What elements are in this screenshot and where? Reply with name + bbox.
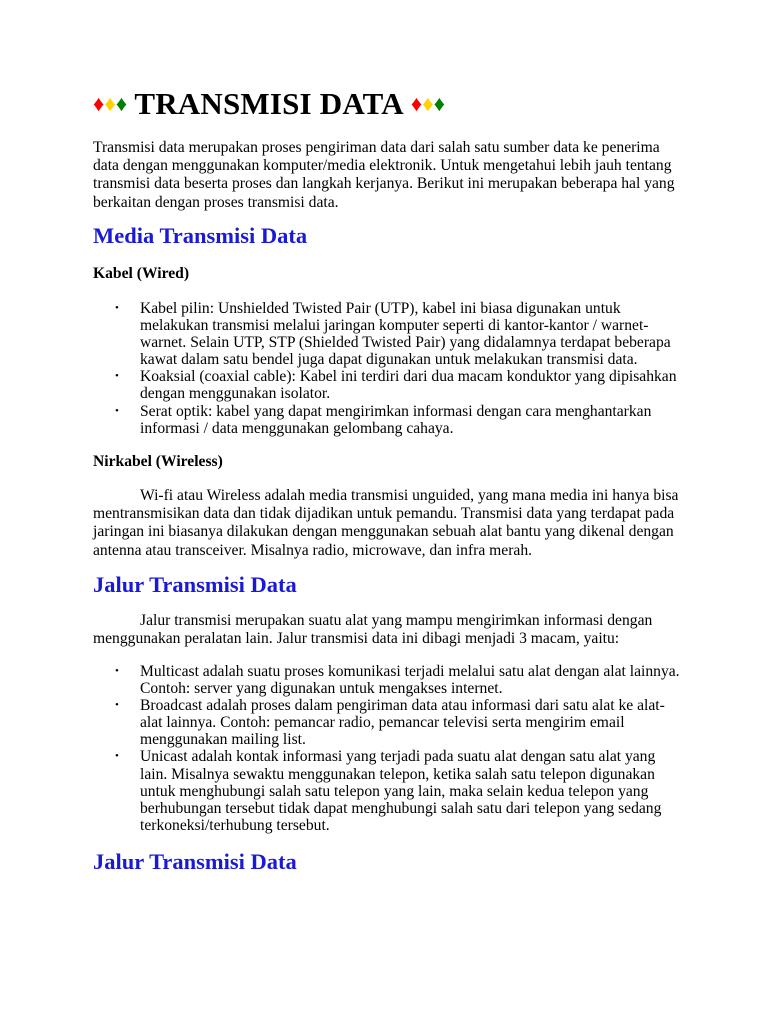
document-title xyxy=(93,84,445,127)
bullet-icon: • xyxy=(115,665,119,677)
list-item xyxy=(93,300,683,368)
list-item xyxy=(93,368,683,402)
list-item-text: Koaksial (coaxial cable): Kabel ini terdiri dari dua macam konduktor yang dipisahkan dengan menggunakan isolator. xyxy=(140,368,677,403)
jalur-paragraph: Jalur transmisi merupakan suatu alat yang mampu mengirimkan informasi dengan menggunakan peralatan lain. Jalur transmisi data ini dibagi menjadi 3 macam, yaitu: xyxy=(93,612,653,648)
bullet-icon: • xyxy=(115,302,119,314)
list-item-text: Kabel pilin: Unshielded Twisted Pair (UTP), kabel ini biasa digunakan untuk melakukan transmisi melalui jaringan komputer seperti di kantor-kantor / warnet-warnet. Selain UTP, STP (Shielded Twisted Pair) yang didalamnya terdapat beberapa kawat dalam satu bendel juga dapat digunakan untuk melakukan transmisi data. xyxy=(140,300,671,369)
section-heading-jalur-2: Jalur Transmisi Data xyxy=(93,849,297,874)
yellow-diamond-icon: ♦ xyxy=(104,91,116,116)
list-item-text: Serat optik: kabel yang dapat mengirimkan informasi dengan cara menghantarkan informasi / data menggunakan gelombang cahaya. xyxy=(140,402,652,437)
green-diamond-icon: ♦ xyxy=(115,91,128,116)
intro-paragraph: Transmisi data merupakan proses pengiriman data dari salah satu sumber data ke penerima data dengan menggunakan komputer/media elektronik. Untuk mengetahui lebih jauh tentang transmisi data beserta proses dan langkah kerjanya. Berikut ini merupakan beberapa hal yang berkaitan dengan proses transmisi data. xyxy=(93,139,675,211)
jalur-list xyxy=(93,663,683,834)
wireless-paragraph: Wi-fi atau Wireless adalah media transmisi unguided, yang mana media ini hanya bisa mentransmisikan data dan tidak dijadikan untuk pemandu. Transmisi data yang terdapat pada jaringan ini biasanya dilakukan dengan menggunakan sebuah alat bantu yang dikenal dengan antenna atau transceiver. Misalnya radio, microwave, dan infra merah. xyxy=(93,487,679,559)
list-item xyxy=(93,697,683,748)
subheading-wireless: Nirkabel (Wireless) xyxy=(93,453,223,470)
section-heading-jalur: Jalur Transmisi Data xyxy=(93,572,297,597)
list-item-text: Unicast adalah kontak informasi yang terjadi pada suatu alat dengan satu alat yang lain. Misalnya sewaktu menggunakan telepon, ketika salah satu telepon digunakan untuk menghubungi salah satu telepon yang lain, maka selain kedua telepon yang berhubungan tersebut tidak dapat menghubungi salah satu dari telepon yang sedang terkoneksi/terhubung tersebut. xyxy=(140,748,662,834)
red-diamond-icon: ♦ xyxy=(410,91,423,116)
list-item xyxy=(93,748,683,833)
title-text: TRANSMISI DATA xyxy=(134,86,404,121)
section-heading-media: Media Transmisi Data xyxy=(93,223,308,248)
red-diamond-icon: ♦ xyxy=(93,91,105,116)
list-item xyxy=(93,403,683,437)
bullet-icon: • xyxy=(115,699,119,712)
subheading-wired: Kabel (Wired) xyxy=(93,265,190,282)
bullet-icon: • xyxy=(115,404,119,417)
green-diamond-icon: ♦ xyxy=(433,91,446,116)
bullet-icon: • xyxy=(115,750,119,763)
list-item-text: Multicast adalah suatu proses komunikasi terjadi melalui satu alat dengan alat lainnya. Contoh: server yang digunakan untuk mengakses internet. xyxy=(140,663,680,698)
list-item-text: Broadcast adalah proses dalam pengiriman data atau informasi dari satu alat ke alat-alat lainnya. Contoh: pemancar radio, pemancar televisi serta mengirim email menggunakan mailing list. xyxy=(140,697,665,749)
list-item xyxy=(93,663,683,697)
bullet-icon: • xyxy=(115,370,119,383)
wired-list xyxy=(93,300,683,437)
yellow-diamond-icon: ♦ xyxy=(422,91,434,116)
